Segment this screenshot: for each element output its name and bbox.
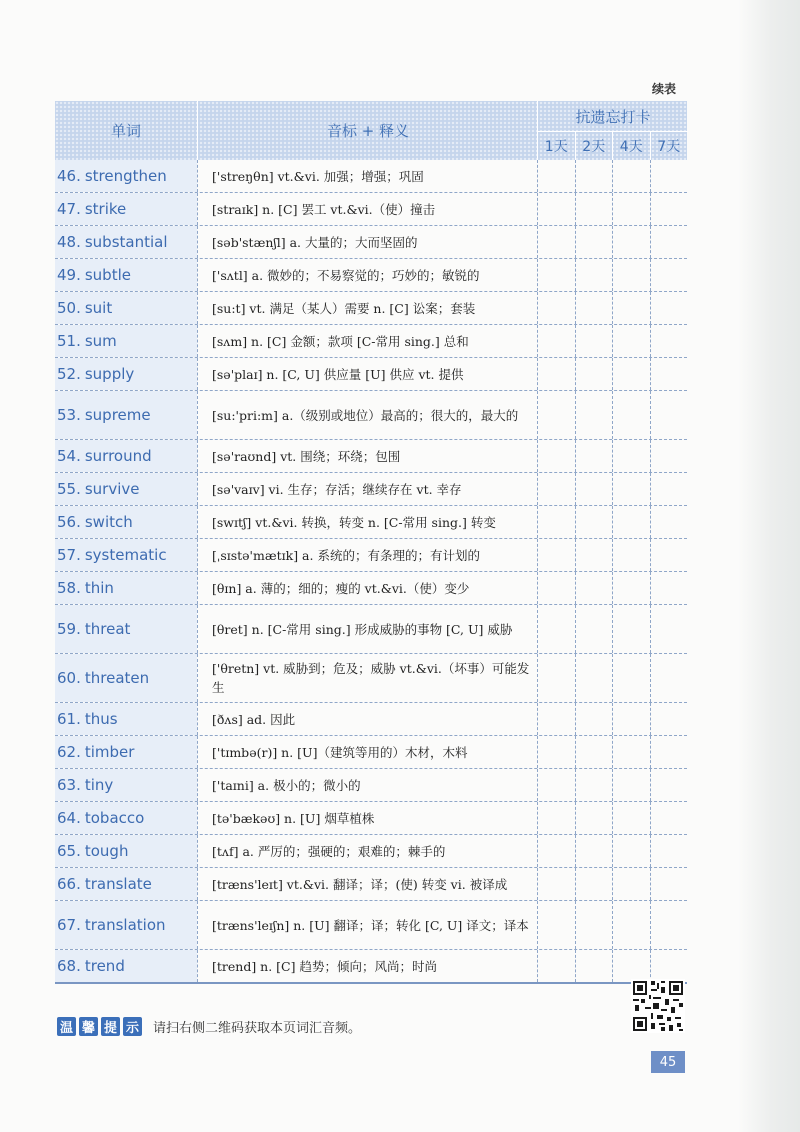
checkin-cell-day-4[interactable] [612, 802, 650, 834]
checkin-cell-day-4[interactable] [612, 950, 650, 982]
definition-cell: [swɪtʃ] vt.&vi. 转换，转变 n. [C-常用 sing.] 转变 [197, 506, 537, 538]
word-text: suit [84, 299, 113, 317]
checkin-cell-day-1[interactable] [537, 769, 575, 801]
word-text: substantial [84, 233, 168, 251]
table-row [55, 950, 687, 984]
checkin-cell-day-1[interactable] [537, 160, 575, 192]
checkin-cell-day-7[interactable] [650, 226, 688, 258]
checkin-cell-day-7[interactable] [650, 358, 688, 390]
checkin-cell-day-4[interactable] [612, 835, 650, 867]
header-days [537, 132, 687, 160]
checkin-cell-day-2[interactable] [575, 605, 613, 653]
checkin-cell-day-1[interactable] [537, 868, 575, 900]
word-number: 61. [57, 710, 81, 728]
checkin-cell-day-4[interactable] [612, 572, 650, 604]
word-number: 60. [57, 669, 81, 687]
word-number: 51. [57, 332, 81, 350]
tip-char: 馨 [79, 1017, 98, 1036]
word-text: translate [84, 875, 152, 893]
checkin-cell-day-1[interactable] [537, 802, 575, 834]
checkin-cell-day-4[interactable] [612, 160, 650, 192]
word-cell [55, 835, 197, 867]
word-number: 53. [57, 406, 81, 424]
definition-cell: ['tɪmbə(r)] n. [U]（建筑等用的）木材，木料 [197, 736, 537, 768]
definition-cell: [ðʌs] ad. 因此 [197, 703, 537, 735]
word-cell [55, 769, 197, 801]
checkin-cell-day-2[interactable] [575, 358, 613, 390]
word-text: survive [84, 480, 140, 498]
checkin-cell-day-7[interactable] [650, 769, 688, 801]
word-cell [55, 539, 197, 571]
word-text: translation [84, 916, 166, 934]
checkin-cell-day-4[interactable] [612, 868, 650, 900]
word-text: surround [84, 447, 152, 465]
checkin-cell-day-1[interactable] [537, 292, 575, 324]
checkin-cell-day-7[interactable] [650, 901, 688, 949]
table-row [55, 802, 687, 835]
word-number: 54. [57, 447, 81, 465]
checkin-cell-day-7[interactable] [650, 802, 688, 834]
word-cell [55, 473, 197, 505]
tip-banner [57, 1017, 361, 1036]
checkin-cell-day-7[interactable] [650, 473, 688, 505]
tip-char: 温 [57, 1017, 76, 1036]
word-text: thin [84, 579, 114, 597]
checkin-cell-day-2[interactable] [575, 259, 613, 291]
checkin-cell-day-2[interactable] [575, 391, 613, 439]
definition-cell: [træns'leɪʃn] n. [U] 翻译；译；转化 [C, U] 译文；译本 [197, 901, 537, 949]
tip-char: 示 [123, 1017, 142, 1036]
word-text: threat [84, 620, 131, 638]
checkin-cell-day-7[interactable] [650, 160, 688, 192]
checkin-cell-day-7[interactable] [650, 391, 688, 439]
checkin-cell-day-1[interactable] [537, 358, 575, 390]
word-cell [55, 506, 197, 538]
checkin-cell-day-1[interactable] [537, 654, 575, 702]
table-row [55, 160, 687, 193]
checkin-cell-day-2[interactable] [575, 901, 613, 949]
word-cell [55, 901, 197, 949]
checkin-cell-day-2[interactable] [575, 654, 613, 702]
table-row [55, 440, 687, 473]
checkin-cell-day-4[interactable] [612, 193, 650, 225]
table-row [55, 736, 687, 769]
header-checkin: 抗遗忘打卡 [537, 101, 688, 132]
table-row [55, 539, 687, 572]
word-number: 52. [57, 365, 81, 383]
word-number: 47. [57, 200, 81, 218]
header-day-7: 7天 [650, 132, 688, 160]
table-row [55, 226, 687, 259]
checkin-cell-day-2[interactable] [575, 950, 613, 982]
tip-char: 提 [101, 1017, 120, 1036]
definition-cell: [tə'bækəʊ] n. [U] 烟草植株 [197, 802, 537, 834]
checkin-cell-day-4[interactable] [612, 769, 650, 801]
checkin-cell-day-2[interactable] [575, 292, 613, 324]
tip-text: 请扫右侧二维码获取本页词汇音频。 [153, 1021, 362, 1036]
checkin-cell-day-1[interactable] [537, 391, 575, 439]
word-text: tiny [84, 776, 114, 794]
checkin-cell-day-1[interactable] [537, 259, 575, 291]
word-cell [55, 259, 197, 291]
header-day-4: 4天 [612, 132, 650, 160]
word-number: 59. [57, 620, 81, 638]
definition-cell: ['θretn] vt. 威胁到；危及；威胁 vt.&vi.（坏事）可能发生 [197, 654, 537, 702]
checkin-cell-day-2[interactable] [575, 440, 613, 472]
word-number: 66. [57, 875, 81, 893]
checkin-cell-day-4[interactable] [612, 736, 650, 768]
checkin-cell-day-7[interactable] [650, 736, 688, 768]
checkin-cell-day-1[interactable] [537, 325, 575, 357]
checkin-cell-day-4[interactable] [612, 506, 650, 538]
checkin-cell-day-7[interactable] [650, 440, 688, 472]
checkin-cell-day-7[interactable] [650, 572, 688, 604]
checkin-cell-day-7[interactable] [650, 703, 688, 735]
checkin-cell-day-4[interactable] [612, 703, 650, 735]
checkin-cell-day-2[interactable] [575, 226, 613, 258]
checkin-cell-day-1[interactable] [537, 440, 575, 472]
word-cell [55, 325, 197, 357]
word-text: timber [84, 743, 135, 761]
checkin-cell-day-7[interactable] [650, 193, 688, 225]
table-body [55, 160, 687, 984]
checkin-cell-day-2[interactable] [575, 868, 613, 900]
checkin-cell-day-4[interactable] [612, 391, 650, 439]
word-cell [55, 572, 197, 604]
definition-cell: [sə'raʊnd] vt. 围绕；环绕；包围 [197, 440, 537, 472]
word-cell [55, 868, 197, 900]
page-number: 45 [651, 1051, 685, 1073]
word-number: 46. [57, 167, 81, 185]
checkin-cell-day-4[interactable] [612, 605, 650, 653]
continued-label: 续表 [652, 82, 677, 96]
word-cell [55, 654, 197, 702]
checkin-cell-day-2[interactable] [575, 539, 613, 571]
header-day-1: 1天 [537, 132, 575, 160]
checkin-cell-day-1[interactable] [537, 572, 575, 604]
checkin-cell-day-1[interactable] [537, 473, 575, 505]
checkin-cell-day-4[interactable] [612, 539, 650, 571]
checkin-cell-day-7[interactable] [650, 835, 688, 867]
checkin-cell-day-2[interactable] [575, 703, 613, 735]
word-cell [55, 736, 197, 768]
definition-cell: [ˌsɪstə'mætɪk] a. 系统的；有条理的；有计划的 [197, 539, 537, 571]
table-row [55, 473, 687, 506]
checkin-cell-day-7[interactable] [650, 325, 688, 357]
definition-cell: [sə'plaɪ] n. [C, U] 供应量 [U] 供应 vt. 提供 [197, 358, 537, 390]
checkin-cell-day-1[interactable] [537, 835, 575, 867]
table-row [55, 769, 687, 802]
checkin-cell-day-4[interactable] [612, 901, 650, 949]
checkin-cell-day-2[interactable] [575, 769, 613, 801]
word-cell [55, 605, 197, 653]
table-row [55, 605, 687, 654]
definition-cell: [sə'vaɪv] vi. 生存；存活；继续存在 vt. 幸存 [197, 473, 537, 505]
checkin-cell-day-2[interactable] [575, 835, 613, 867]
definition-cell: ['streŋθn] vt.&vi. 加强；增强；巩固 [197, 160, 537, 192]
checkin-cell-day-7[interactable] [650, 259, 688, 291]
checkin-cell-day-7[interactable] [650, 292, 688, 324]
word-text: systematic [84, 546, 167, 564]
word-cell [55, 160, 197, 192]
table-row [55, 259, 687, 292]
word-text: strengthen [84, 167, 167, 185]
checkin-cell-day-1[interactable] [537, 506, 575, 538]
word-number: 49. [57, 266, 81, 284]
word-number: 55. [57, 480, 81, 498]
checkin-cell-day-4[interactable] [612, 325, 650, 357]
word-text: supply [84, 365, 135, 383]
table-row [55, 835, 687, 868]
word-number: 65. [57, 842, 81, 860]
word-cell [55, 703, 197, 735]
word-cell [55, 950, 197, 982]
definition-cell: ['taɪni] a. 极小的；微小的 [197, 769, 537, 801]
checkin-cell-day-1[interactable] [537, 226, 575, 258]
checkin-cell-day-2[interactable] [575, 160, 613, 192]
word-cell [55, 226, 197, 258]
definition-cell: [su:'pri:m] a.（级别或地位）最高的；很大的，最大的 [197, 391, 537, 439]
word-text: subtle [84, 266, 131, 284]
word-cell [55, 193, 197, 225]
word-number: 67. [57, 916, 81, 934]
definition-cell: [səb'stænʃl] a. 大量的；大而坚固的 [197, 226, 537, 258]
checkin-cell-day-7[interactable] [650, 506, 688, 538]
word-number: 63. [57, 776, 81, 794]
header-definition: 音标 + 释义 [197, 101, 538, 160]
definition-cell: [tʌf] a. 严厉的；强硬的；艰难的；棘手的 [197, 835, 537, 867]
word-text: tobacco [84, 809, 145, 827]
table-row [55, 506, 687, 539]
word-number: 56. [57, 513, 81, 531]
definition-cell: [θɪn] a. 薄的；细的；瘦的 vt.&vi.（使）变少 [197, 572, 537, 604]
table-row [55, 358, 687, 391]
word-text: strike [84, 200, 127, 218]
checkin-cell-day-4[interactable] [612, 259, 650, 291]
checkin-cell-day-1[interactable] [537, 193, 575, 225]
table-header [55, 101, 687, 160]
word-cell [55, 391, 197, 439]
word-text: supreme [84, 406, 151, 424]
word-text: switch [84, 513, 133, 531]
definition-cell: [su:t] vt. 满足（某人）需要 n. [C] 讼案；套装 [197, 292, 537, 324]
checkin-cell-day-4[interactable] [612, 292, 650, 324]
word-number: 58. [57, 579, 81, 597]
word-number: 64. [57, 809, 81, 827]
word-text: threaten [84, 669, 150, 687]
word-cell [55, 292, 197, 324]
checkin-cell-day-2[interactable] [575, 473, 613, 505]
table-row [55, 901, 687, 950]
word-cell [55, 358, 197, 390]
word-number: 68. [57, 957, 81, 975]
checkin-cell-day-1[interactable] [537, 539, 575, 571]
table-row [55, 193, 687, 226]
checkin-cell-day-7[interactable] [650, 654, 688, 702]
checkin-cell-day-7[interactable] [650, 950, 688, 982]
checkin-cell-day-7[interactable] [650, 539, 688, 571]
table-row [55, 391, 687, 440]
table-row [55, 325, 687, 358]
table-row [55, 572, 687, 605]
checkin-cell-day-4[interactable] [612, 440, 650, 472]
word-text: trend [84, 957, 125, 975]
definition-cell: [trend] n. [C] 趋势；倾向；风尚；时尚 [197, 950, 537, 982]
word-cell [55, 802, 197, 834]
checkin-cell-day-2[interactable] [575, 802, 613, 834]
checkin-cell-day-2[interactable] [575, 506, 613, 538]
checkin-cell-day-2[interactable] [575, 736, 613, 768]
word-text: thus [84, 710, 118, 728]
table-row [55, 654, 687, 703]
word-number: 62. [57, 743, 81, 761]
definition-cell: [straɪk] n. [C] 罢工 vt.&vi.（使）撞击 [197, 193, 537, 225]
table-row [55, 868, 687, 901]
checkin-cell-day-7[interactable] [650, 868, 688, 900]
word-cell [55, 440, 197, 472]
word-number: 57. [57, 546, 81, 564]
word-number: 50. [57, 299, 81, 317]
definition-cell: [sʌm] n. [C] 金额；款项 [C-常用 sing.] 总和 [197, 325, 537, 357]
word-text: tough [84, 842, 129, 860]
checkin-cell-day-7[interactable] [650, 605, 688, 653]
word-number: 48. [57, 233, 81, 251]
page-edge-shadow [738, 0, 800, 1132]
checkin-cell-day-1[interactable] [537, 703, 575, 735]
definition-cell: ['sʌtl] a. 微妙的；不易察觉的；巧妙的；敏锐的 [197, 259, 537, 291]
table-row [55, 703, 687, 736]
checkin-cell-day-4[interactable] [612, 358, 650, 390]
checkin-cell-day-4[interactable] [612, 473, 650, 505]
qr-code-icon[interactable] [631, 979, 685, 1033]
checkin-cell-day-4[interactable] [612, 226, 650, 258]
header-day-2: 2天 [575, 132, 613, 160]
checkin-cell-day-4[interactable] [612, 654, 650, 702]
word-text: sum [84, 332, 117, 350]
checkin-cell-day-2[interactable] [575, 572, 613, 604]
checkin-cell-day-2[interactable] [575, 325, 613, 357]
header-word: 单词 [110, 122, 141, 140]
checkin-cell-day-1[interactable] [537, 950, 575, 982]
checkin-cell-day-1[interactable] [537, 901, 575, 949]
checkin-cell-day-1[interactable] [537, 736, 575, 768]
checkin-cell-day-1[interactable] [537, 605, 575, 653]
checkin-cell-day-2[interactable] [575, 193, 613, 225]
definition-cell: [træns'leɪt] vt.&vi. 翻译；译；(使) 转变 vi. 被译成 [197, 868, 537, 900]
table-row [55, 292, 687, 325]
vocabulary-table [55, 101, 687, 984]
definition-cell: [θret] n. [C-常用 sing.] 形成威胁的事物 [C, U] 威胁 [197, 605, 537, 653]
